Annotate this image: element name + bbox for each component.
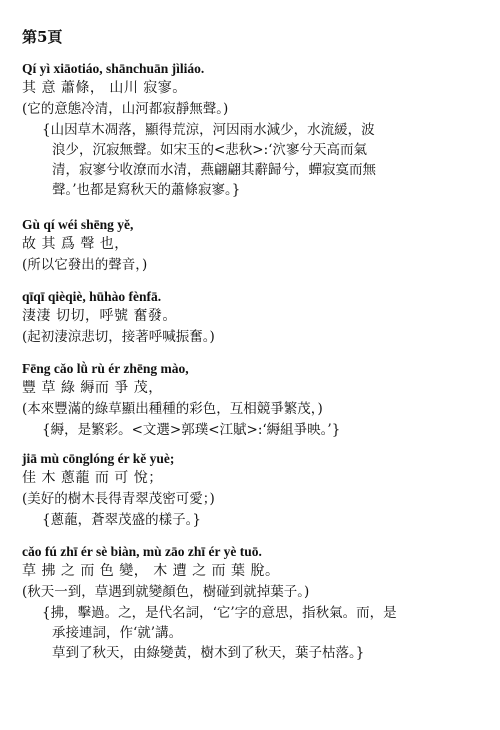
- chinese-line: 豐 草 綠 縟而 爭 茂，: [22, 380, 163, 396]
- annotation-line: {縟，是繁彩。<文選>郭璞<江賦>:‘縟組爭映。’}: [42, 422, 341, 438]
- annotation-line: {蔥蘢，蒼翠茂盛的樣子。}: [42, 512, 201, 528]
- chinese-line: 故 其 爲 聲 也，: [22, 236, 129, 252]
- annotation: [22, 510, 482, 530]
- verse-entry: [22, 360, 482, 440]
- translation-line: (所以它發出的聲音，): [22, 257, 148, 273]
- translation-line: (美好的樹木長得青翠茂密可愛；): [22, 491, 215, 507]
- annotation-line: 清，寂寥兮收潦而水清，燕翩翩其辭歸兮，蟬寂寞而無: [52, 162, 376, 178]
- annotation-line: 承接連詞，作‘就’講。: [52, 625, 183, 641]
- pinyin-line: jiā mù cōnglóng ér kě yuè;: [22, 451, 175, 466]
- annotation-line: {山因草木凋落，顯得荒涼，河因雨水減少，水流緩，波: [42, 122, 375, 138]
- page-label: 第5頁: [22, 28, 63, 46]
- chinese-line: 佳 木 蔥蘢 而 可 悅；: [22, 470, 163, 486]
- annotation-line: 草到了秋天，由綠變黃，樹木到了秋天，葉子枯落。}: [52, 645, 365, 661]
- translation-line: (起初淒涼悲切，接著呼喊振奮。): [22, 329, 215, 345]
- chinese-line: 草 拂 之 而 色 變， 木 遭 之 而 葉 脫。: [22, 563, 280, 579]
- pinyin-line: Qí yì xiāotiáo, shānchuān jìliáo.: [22, 61, 205, 76]
- verse-entry: [22, 288, 482, 348]
- pinyin-line: cǎo fú zhī ér sè biàn, mù zāo zhī ér yè tuō.: [22, 544, 262, 559]
- annotation: [22, 603, 482, 663]
- verse-entry: [22, 60, 482, 200]
- pinyin-line: Gù qí wéi shēng yě,: [22, 217, 134, 232]
- annotation: [22, 120, 482, 200]
- chinese-line: 淒淒 切切，呼號 奮發。: [22, 308, 177, 324]
- annotation-line: 浪少，沉寂無聲。如宋玉的<悲秋>:‘泬寥兮天高而氣: [52, 142, 367, 158]
- annotation-line: 聲。’也都是寫秋天的蕭條寂寥。}: [52, 182, 241, 198]
- verse-entry: [22, 216, 482, 276]
- translation-line: (本來豐滿的綠草顯出種種的彩色，互相競爭繁茂，): [22, 401, 323, 417]
- translation-line: (它的意態冷清，山河都寂靜無聲。): [22, 101, 229, 117]
- chinese-line: 其 意 蕭條， 山川 寂寥。: [22, 80, 187, 96]
- annotation-line: {拂，擊過。之，是代名詞，‘它’字的意思，指秋氣。而，是: [42, 605, 397, 621]
- pinyin-line: qīqī qièqiè, hūhào fènfā.: [22, 289, 162, 304]
- pinyin-line: Fēng cǎo lǜ rù ér zhēng mào,: [22, 361, 189, 376]
- annotation: [22, 420, 482, 440]
- translation-line: (秋天一到，草遇到就變顏色，樹碰到就掉葉子。): [22, 584, 310, 600]
- verse-entry: [22, 450, 482, 530]
- verse-entry: [22, 543, 482, 663]
